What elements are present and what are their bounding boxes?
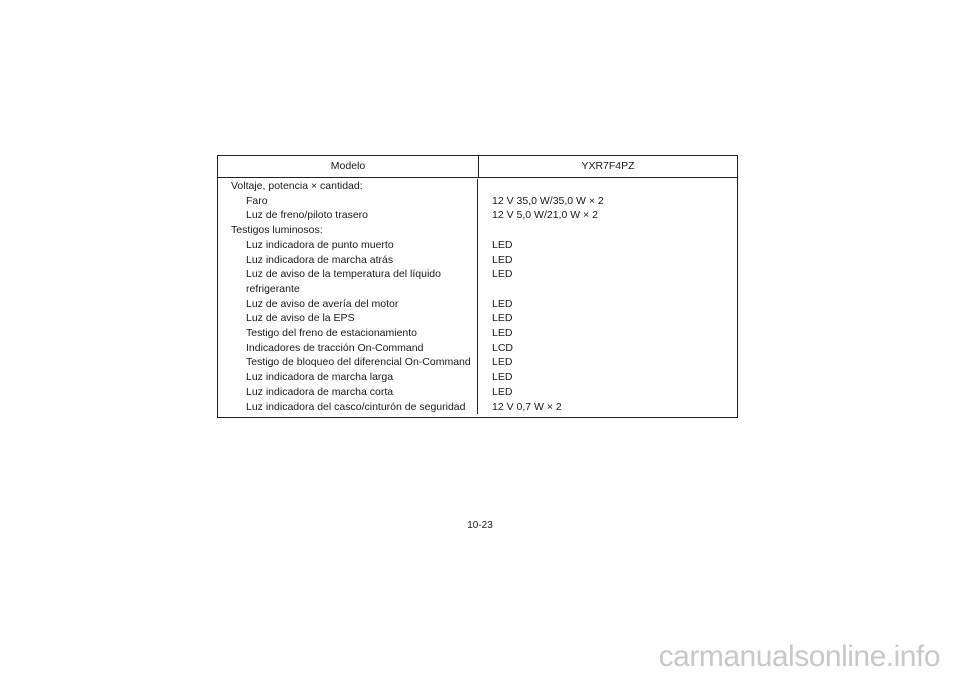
row-label: Luz de freno/piloto trasero xyxy=(218,208,478,223)
header-model-value: YXR7F4PZ xyxy=(581,160,635,172)
row-value: LED xyxy=(492,268,513,281)
row-label: Testigo de bloqueo del diferencial On-Command xyxy=(218,355,478,370)
table-row xyxy=(218,297,737,312)
table-row xyxy=(218,341,737,356)
page-number: 10-23 xyxy=(467,520,493,531)
row-label: Luz indicadora de punto muerto xyxy=(218,238,478,253)
table-row xyxy=(218,311,737,326)
row-label: Faro xyxy=(218,194,478,209)
row-label: Testigo del freno de estacionamiento xyxy=(218,326,478,341)
table-row xyxy=(218,370,737,385)
row-value: LED xyxy=(492,238,513,251)
row-value: 12 V 35,0 W/35,0 W × 2 xyxy=(492,194,604,207)
table-row xyxy=(218,253,737,268)
table-row xyxy=(218,238,737,253)
row-value: LED xyxy=(492,385,513,398)
row-label: Luz indicadora del casco/cinturón de seguridad xyxy=(218,400,478,415)
table-row xyxy=(218,355,737,370)
row-label: Luz indicadora de marcha larga xyxy=(218,370,478,385)
row-value: 12 V 0,7 W × 2 xyxy=(492,400,562,413)
row-label: Luz de aviso de la temperatura del líquido refrigerante xyxy=(218,267,478,296)
row-label: Luz de aviso de la EPS xyxy=(218,311,478,326)
section-title-row xyxy=(218,179,737,194)
row-label: Luz de aviso de avería del motor xyxy=(218,297,478,312)
row-value: 12 V 5,0 W/21,0 W × 2 xyxy=(492,209,598,222)
spec-table xyxy=(217,155,738,418)
section-title-row xyxy=(218,223,737,238)
table-header xyxy=(218,156,737,178)
row-value: LED xyxy=(492,297,513,310)
row-value: LED xyxy=(492,371,513,384)
row-label: Luz indicadora de marcha atrás xyxy=(218,253,478,268)
row-label: Luz indicadora de marcha corta xyxy=(218,385,478,400)
row-value: LED xyxy=(492,327,513,340)
table-body xyxy=(218,178,737,417)
section-title: Testigos luminosos: xyxy=(218,223,478,238)
section-title: Voltaje, potencia × cantidad: xyxy=(218,179,478,194)
table-row xyxy=(218,267,737,296)
table-row xyxy=(218,194,737,209)
header-model-label: Modelo xyxy=(218,156,479,177)
watermark: carmanualsonline.info xyxy=(658,640,940,673)
table-row xyxy=(218,208,737,223)
row-value: LED xyxy=(492,356,513,369)
row-value: LED xyxy=(492,312,513,325)
row-label: Indicadores de tracción On-Command xyxy=(218,341,478,356)
table-row xyxy=(218,326,737,341)
row-value: LED xyxy=(492,253,513,266)
table-row xyxy=(218,400,737,415)
row-value: LCD xyxy=(492,341,514,354)
table-row xyxy=(218,385,737,400)
